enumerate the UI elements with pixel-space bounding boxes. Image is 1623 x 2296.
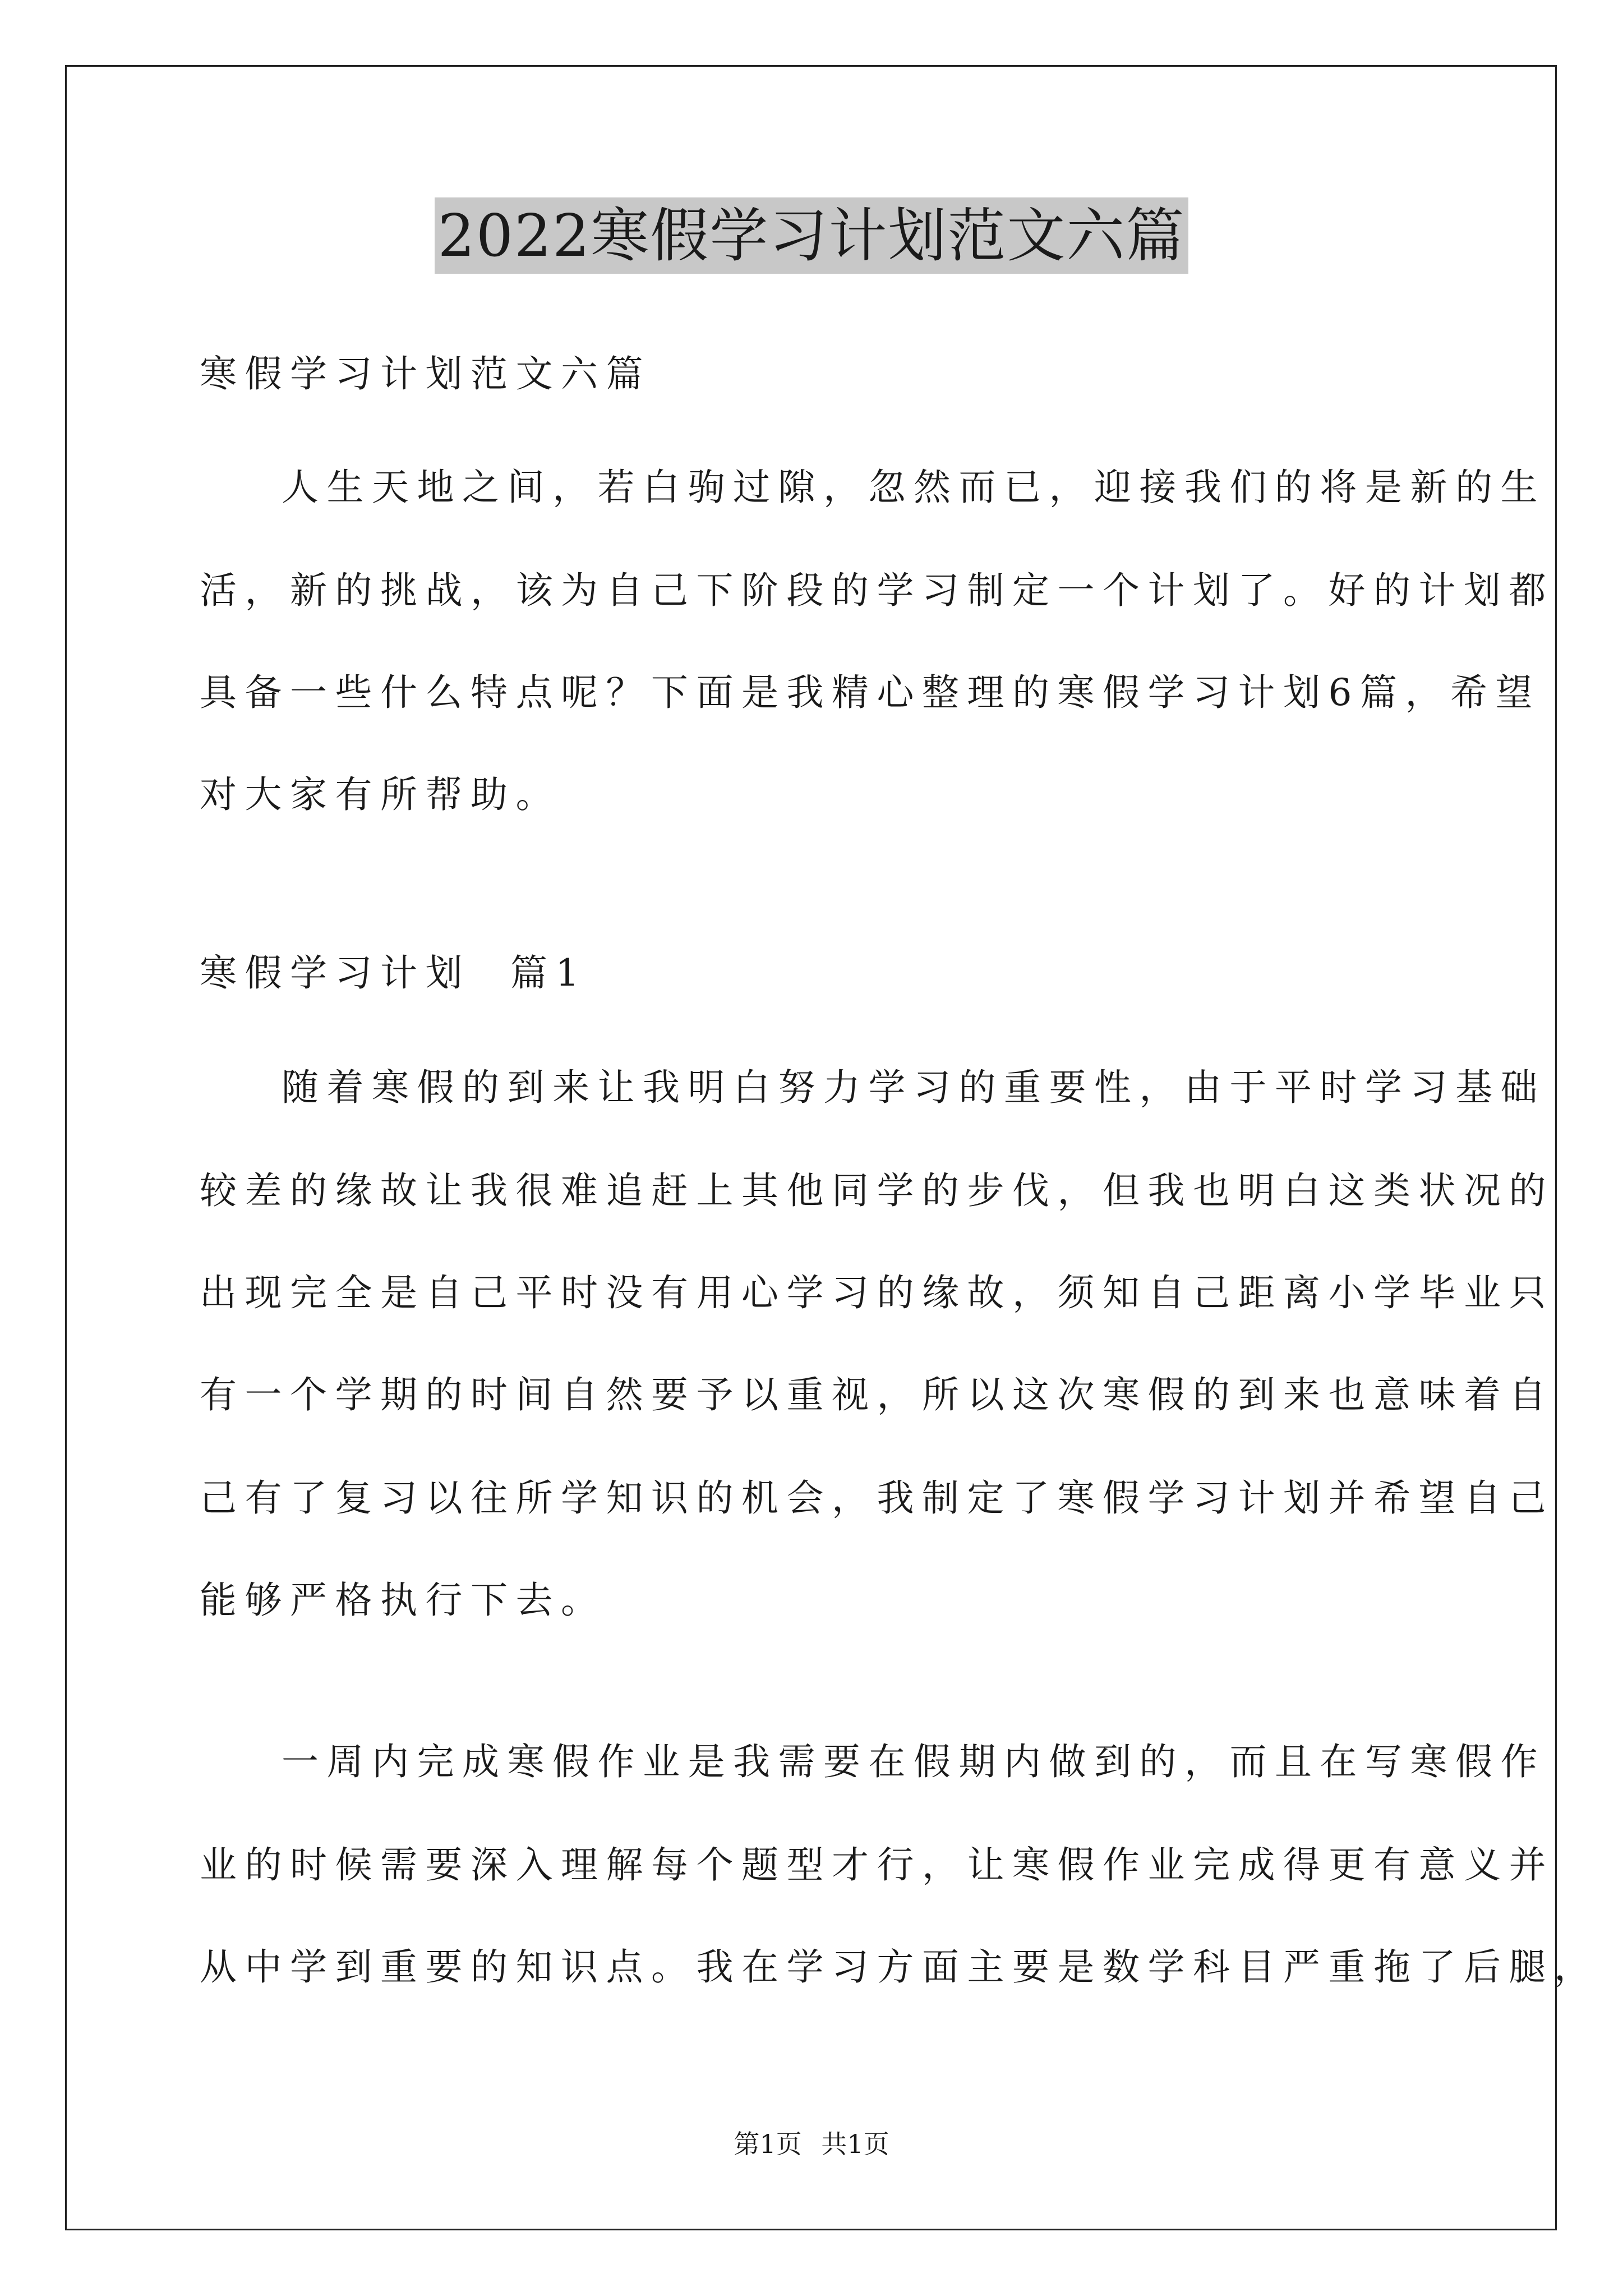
section1-p2-line-3: 从中学到重要的知识点。我在学习方面主要是数学科目严重拖了后腿， (200, 1945, 1599, 1989)
intro-line-2: 活，新的挑战，该为自己下阶段的学习制定一个计划了。好的计划都 (200, 569, 1554, 612)
section-heading: 寒假学习计划 篇1 (200, 951, 587, 995)
section1-p2-line-1: 一周内完成寒假作业是我需要在假期内做到的，而且在写寒假作 (282, 1740, 1546, 1783)
section1-p1-line-5: 己有了复习以往所学知识的机会，我制定了寒假学习计划并希望自己 (200, 1476, 1554, 1520)
intro-line-1: 人生天地之间，若白驹过隙，忽然而已，迎接我们的将是新的生 (282, 466, 1546, 509)
section1-p1-line-1: 随着寒假的到来让我明白努力学习的重要性，由于平时学习基础 (282, 1066, 1546, 1109)
intro-line-4: 对大家有所帮助。 (200, 773, 561, 816)
section1-p2-line-2: 业的时候需要深入理解每个题型才行，让寒假作业完成得更有意义并 (200, 1843, 1554, 1887)
section1-p1-line-3: 出现完全是自己平时没有用心学习的缘故，须知自己距离小学毕业只 (200, 1271, 1554, 1314)
intro-line-3: 具备一些什么特点呢？下面是我精心整理的寒假学习计划6篇，希望 (200, 671, 1541, 714)
section1-p1-line-2: 较差的缘故让我很难追赶上其他同学的步伐，但我也明白这类状况的 (200, 1169, 1554, 1212)
title-container (0, 197, 1623, 274)
page-number: 第1页 (734, 2129, 802, 2159)
section1-p1-line-4: 有一个学期的时间自然要予以重视，所以这次寒假的到来也意味着自 (200, 1373, 1554, 1416)
section1-p1-line-6: 能够严格执行下去。 (200, 1579, 606, 1622)
document-subtitle: 寒假学习计划范文六篇 (200, 352, 651, 395)
document-title: 2022寒假学习计划范文六篇 (435, 197, 1189, 274)
page-footer (0, 2127, 1623, 2161)
page-total: 共1页 (821, 2129, 889, 2159)
